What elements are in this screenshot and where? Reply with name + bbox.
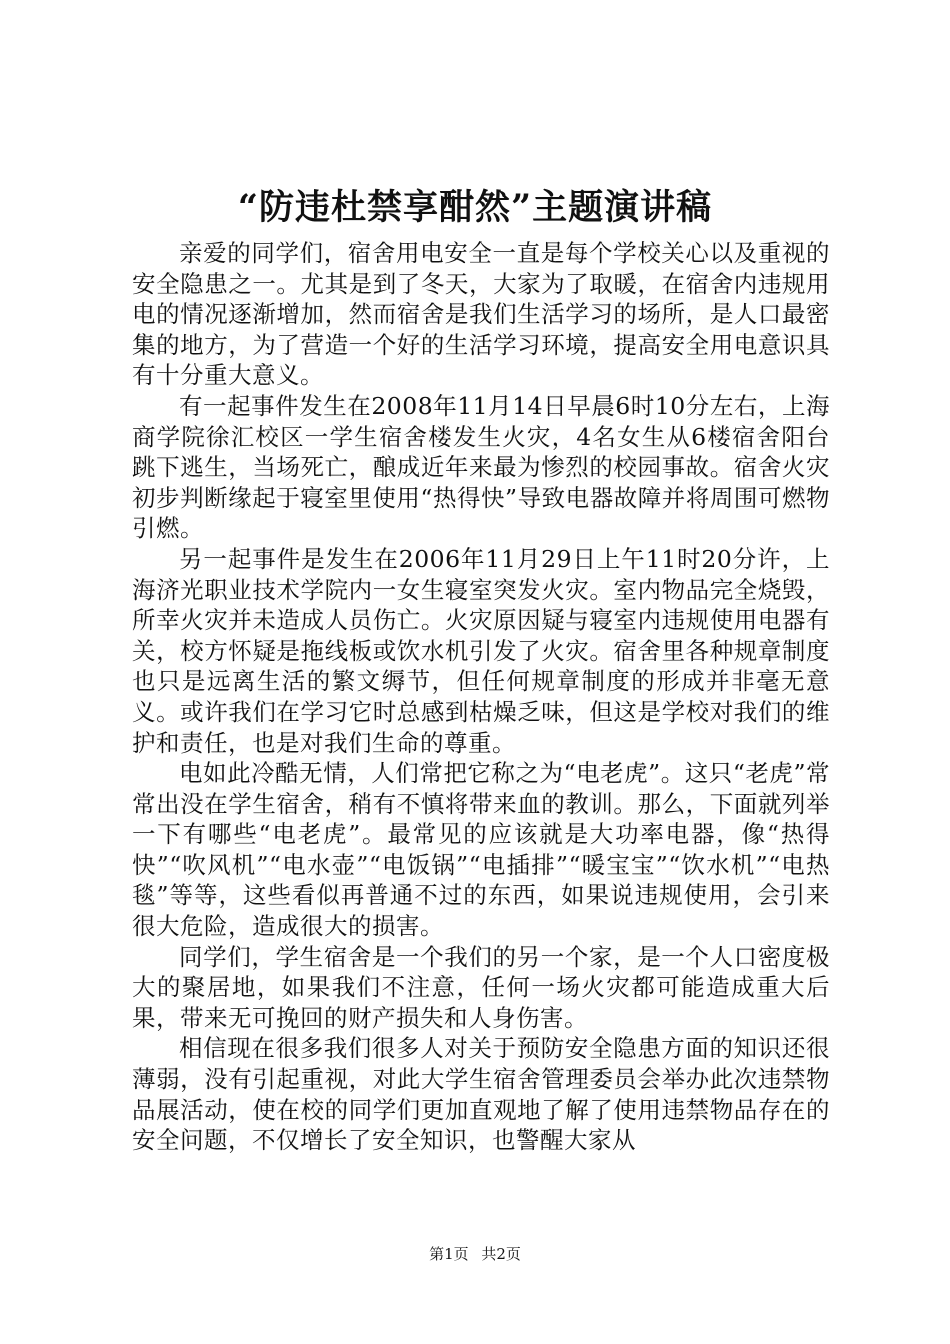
paragraph-6: 相信现在很多我们很多人对关于预防安全隐患方面的知识还很薄弱，没有引起重视，对此大学生宿舍管理委员会举办此次违禁物品展活动，使在校的同学们更加直观地了解了使用违禁物品存在的安全问题，不仅增长了安全知识，也警醒大家从 bbox=[132, 1034, 830, 1155]
paragraph-1: 亲爱的同学们，宿舍用电安全一直是每个学校关心以及重视的安全隐患之一。尤其是到了冬天，大家为了取暖，在宿舍内违规用电的情况逐渐增加，然而宿舍是我们生活学习的场所，是人口最密集的地方，为了营造一个好的生活学习环境，提高安全用电意识具有十分重大意义。 bbox=[132, 239, 830, 390]
paragraph-4: 电如此冷酷无情，人们常把它称之为“电老虎”。这只“老虎”常常出没在学生宿舍，稍有不慎将带来血的教训。那么，下面就列举一下有哪些“电老虎”。最常见的应该就是大功率电器，像“热得快”“吹风机”“电水壶”“电饭锅”“电插排”“暖宝宝”“饮水机”“电热毯”等等，这些看似再普通不过的东西，如果说违规使用，会引来很大危险，造成很大的损害。 bbox=[132, 759, 830, 941]
paragraph-3: 另一起事件是发生在2006年11月29日上午11时20分许，上海济光职业技术学院内一女生寝室突发火灾。室内物品完全烧毁，所幸火灾并未造成人员伤亡。火灾原因疑与寝室内违规使用电器有关，校方怀疑是拖线板或饮水机引发了火灾。宿舍里各种规章制度也只是远离生活的繁文缛节，但任何规章制度的形成并非毫无意义。或许我们在学习它时总感到枯燥乏味，但这是学校对我们的维护和责任，也是对我们生命的尊重。 bbox=[132, 544, 830, 757]
page-footer bbox=[0, 1244, 950, 1264]
paragraph-5: 同学们，学生宿舍是一个我们的另一个家，是一个人口密度极大的聚居地，如果我们不注意，任何一场火灾都可能造成重大后果，带来无可挽回的财产损失和人身伤害。 bbox=[132, 942, 830, 1032]
paragraph-2: 有一起事件发生在2008年11月14日早晨6时10分左右，上海商学院徐汇校区一学生宿舍楼发生火灾，4名女生从6楼宿舍阳台跳下逃生，当场死亡，酿成近年来最为惨烈的校园事故。宿舍火灾初步判断缘起于寝室里使用“热得快”导致电器故障并将周围可燃物引燃。 bbox=[132, 391, 830, 543]
page-number-total: 共2页 bbox=[481, 1245, 521, 1263]
document-title: “防违杜禁享酣然”主题演讲稿 bbox=[237, 187, 713, 228]
page-number-current: 第1页 bbox=[429, 1245, 469, 1263]
document-body bbox=[132, 238, 830, 1156]
